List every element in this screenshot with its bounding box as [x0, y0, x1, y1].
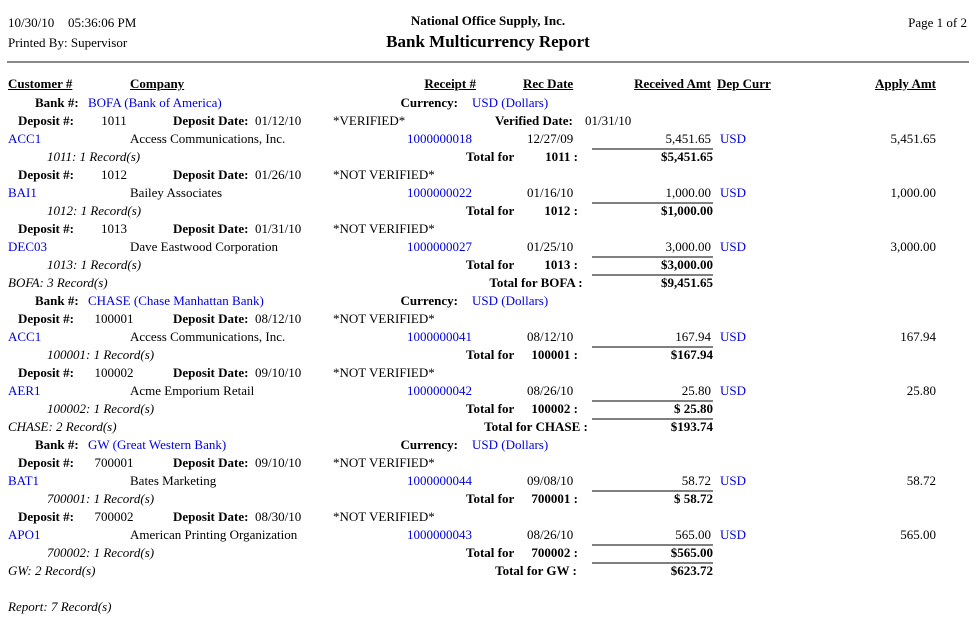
- col-header-company: Company: [130, 76, 185, 91]
- bank-total-row: [0, 418, 976, 436]
- deposit-number: 100002: [94, 365, 134, 380]
- deposit-number: 700002: [94, 509, 134, 524]
- dep-curr-link[interactable]: USD: [720, 131, 747, 146]
- total-for-label: Total for: [466, 203, 515, 218]
- customer-link[interactable]: BAT1: [8, 473, 40, 488]
- apply-amt: 25.80: [906, 383, 936, 398]
- total-for-label: Total for: [466, 401, 515, 416]
- rec-date: 08/26/10: [527, 383, 574, 398]
- deposit-total-row: [0, 346, 976, 364]
- deposit-total-row: [0, 544, 976, 562]
- receipt-link[interactable]: 1000000041: [407, 329, 472, 344]
- deposit-total-amount: $ 25.80: [674, 401, 713, 416]
- dep-curr-link[interactable]: USD: [720, 239, 747, 254]
- col-header-received-amt: Received Amt: [634, 76, 711, 91]
- company-name: Acme Emporium Retail: [130, 383, 255, 398]
- currency-link[interactable]: USD (Dollars): [472, 293, 549, 308]
- total-for-label: Total for: [466, 257, 515, 272]
- rec-date: 01/16/10: [527, 185, 574, 200]
- apply-amt: 5,451.65: [890, 131, 936, 146]
- bank-total-amount: $193.74: [670, 419, 713, 434]
- total-for-label: Total for: [466, 347, 515, 362]
- deposit-header-row: [0, 508, 976, 526]
- deposit-records: 1011: 1 Record(s): [47, 149, 141, 164]
- receipt-link[interactable]: 1000000044: [407, 473, 472, 488]
- bank-number-label: Bank #:: [35, 437, 79, 452]
- verify-status: *NOT VERIFIED*: [333, 509, 435, 524]
- verified-date: 01/31/10: [585, 113, 632, 128]
- bank-link[interactable]: GW (Great Western Bank): [88, 437, 227, 452]
- deposit-header-row: [0, 364, 976, 382]
- company-title: National Office Supply, Inc.: [410, 13, 566, 28]
- deposit-date: 09/10/10: [255, 455, 302, 470]
- received-amt: 167.94: [675, 329, 711, 344]
- receipt-link[interactable]: 1000000027: [407, 239, 472, 254]
- customer-link[interactable]: APO1: [8, 527, 41, 542]
- deposit-records: 100001: 1 Record(s): [47, 347, 155, 362]
- deposit-number-label: Deposit #:: [18, 311, 74, 326]
- company-name: American Printing Organization: [130, 527, 298, 542]
- deposit-total-row: [0, 400, 976, 418]
- customer-link[interactable]: ACC1: [8, 131, 42, 146]
- received-amt: 565.00: [675, 527, 711, 542]
- currency-link[interactable]: USD (Dollars): [472, 95, 549, 110]
- receipt-link[interactable]: 1000000042: [407, 383, 472, 398]
- bank-records: GW: 2 Record(s): [8, 563, 96, 578]
- deposit-total-amount: $1,000.00: [661, 203, 713, 218]
- deposit-total-amount: $5,451.65: [661, 149, 713, 164]
- col-header-receipt: Receipt #: [424, 76, 476, 91]
- dep-curr-link[interactable]: USD: [720, 473, 747, 488]
- customer-link[interactable]: DEC03: [8, 239, 47, 254]
- total-deposit-number: 1012 :: [544, 203, 578, 218]
- col-header-dep-curr: Dep Curr: [717, 76, 771, 91]
- apply-amt: 1,000.00: [890, 185, 936, 200]
- deposit-header-row: [0, 454, 976, 472]
- received-amt: 5,451.65: [665, 131, 711, 146]
- bank-total-amount: $623.72: [670, 563, 713, 578]
- receipt-link[interactable]: 1000000018: [407, 131, 472, 146]
- deposit-date: 08/30/10: [255, 509, 302, 524]
- bank-header-row: [0, 94, 976, 112]
- currency-label: Currency:: [400, 437, 458, 452]
- deposit-number-label: Deposit #:: [18, 113, 74, 128]
- company-name: Access Communications, Inc.: [130, 131, 286, 146]
- col-header-apply-amt: Apply Amt: [874, 76, 936, 91]
- company-name: Access Communications, Inc.: [130, 329, 286, 344]
- received-amt: 58.72: [681, 473, 711, 488]
- apply-amt: 565.00: [900, 527, 936, 542]
- deposit-number-label: Deposit #:: [18, 221, 74, 236]
- deposit-total-amount: $ 58.72: [674, 491, 713, 506]
- deposit-total-amount: $167.94: [670, 347, 713, 362]
- report-records: Report: 7 Record(s): [8, 599, 112, 614]
- received-amt: 25.80: [681, 383, 711, 398]
- verify-status: *NOT VERIFIED*: [333, 221, 435, 236]
- deposit-date-label: Deposit Date:: [173, 221, 249, 236]
- deposit-total-amount: $565.00: [670, 545, 713, 560]
- deposit-date-label: Deposit Date:: [173, 455, 249, 470]
- bank-link[interactable]: BOFA (Bank of America): [88, 95, 222, 110]
- deposit-number: 1012: [101, 167, 127, 182]
- verified-date-label: Verified Date:: [495, 113, 573, 128]
- col-header-customer: Customer #: [8, 76, 73, 91]
- receipt-detail-row: [0, 526, 976, 544]
- apply-amt: 3,000.00: [890, 239, 936, 254]
- bank-records: CHASE: 2 Record(s): [8, 419, 117, 434]
- bank-total-label: Total for GW :: [495, 563, 577, 578]
- deposit-number: 1013: [101, 221, 127, 236]
- bank-total-row: [0, 274, 976, 292]
- dep-curr-link[interactable]: USD: [720, 329, 747, 344]
- receipt-link[interactable]: 1000000043: [407, 527, 472, 542]
- dep-curr-link[interactable]: USD: [720, 527, 747, 542]
- deposit-number: 700001: [94, 455, 134, 470]
- receipt-detail-row: [0, 382, 976, 400]
- receipt-link[interactable]: 1000000022: [407, 185, 472, 200]
- deposit-date-label: Deposit Date:: [173, 113, 249, 128]
- deposit-number: 1011: [101, 113, 127, 128]
- deposit-date: 09/10/10: [255, 365, 302, 380]
- report-body: [0, 94, 976, 616]
- total-deposit-number: 700001 :: [531, 491, 578, 506]
- currency-label: Currency:: [400, 95, 458, 110]
- company-name: Bailey Associates: [130, 185, 223, 200]
- bank-total-amount: $9,451.65: [661, 275, 713, 290]
- deposit-number-label: Deposit #:: [18, 167, 74, 182]
- deposit-number-label: Deposit #:: [18, 509, 74, 524]
- verify-status: *VERIFIED*: [333, 113, 406, 128]
- report-summary-row: [0, 598, 976, 616]
- rec-date: 12/27/09: [527, 131, 574, 146]
- total-deposit-number: 1013 :: [544, 257, 578, 272]
- customer-link[interactable]: BAI1: [8, 185, 37, 200]
- deposit-records: 700002: 1 Record(s): [47, 545, 155, 560]
- total-deposit-number: 1011 :: [545, 149, 578, 164]
- deposit-date-label: Deposit Date:: [173, 509, 249, 524]
- rec-date: 01/25/10: [527, 239, 574, 254]
- company-name: Bates Marketing: [130, 473, 217, 488]
- receipt-detail-row: [0, 130, 976, 148]
- deposit-records: 100002: 1 Record(s): [47, 401, 155, 416]
- apply-amt: 58.72: [906, 473, 936, 488]
- verify-status: *NOT VERIFIED*: [333, 167, 435, 182]
- bank-total-label: Total for CHASE :: [484, 419, 588, 434]
- company-name: Dave Eastwood Corporation: [130, 239, 279, 254]
- dep-curr-link[interactable]: USD: [720, 185, 747, 200]
- deposit-date: 01/26/10: [255, 167, 302, 182]
- bank-records: BOFA: 3 Record(s): [8, 275, 108, 290]
- deposit-date: 01/12/10: [255, 113, 302, 128]
- receipt-detail-row: [0, 328, 976, 346]
- deposit-records: 1012: 1 Record(s): [47, 203, 142, 218]
- bank-link[interactable]: CHASE (Chase Manhattan Bank): [88, 293, 264, 308]
- received-amt: 3,000.00: [665, 239, 711, 254]
- currency-label: Currency:: [400, 293, 458, 308]
- deposit-header-row: [0, 166, 976, 184]
- deposit-number-label: Deposit #:: [18, 455, 74, 470]
- deposit-header-row: [0, 220, 976, 238]
- rec-date: 08/26/10: [527, 527, 574, 542]
- total-for-label: Total for: [466, 545, 515, 560]
- receipt-detail-row: [0, 238, 976, 256]
- deposit-total-row: [0, 202, 976, 220]
- currency-link[interactable]: USD (Dollars): [472, 437, 549, 452]
- bank-header-row: [0, 436, 976, 454]
- deposit-header-row: [0, 310, 976, 328]
- bank-header-row: [0, 292, 976, 310]
- deposit-header-row: [0, 112, 976, 130]
- report-title: Bank Multicurrency Report: [386, 32, 590, 51]
- verify-status: *NOT VERIFIED*: [333, 455, 435, 470]
- total-deposit-number: 100001 :: [531, 347, 578, 362]
- apply-amt: 167.94: [900, 329, 936, 344]
- deposit-date-label: Deposit Date:: [173, 167, 249, 182]
- bank-total-row: [0, 562, 976, 580]
- total-deposit-number: 100002 :: [531, 401, 578, 416]
- deposit-date: 01/31/10: [255, 221, 302, 236]
- deposit-total-row: [0, 148, 976, 166]
- verify-status: *NOT VERIFIED*: [333, 311, 435, 326]
- dep-curr-link[interactable]: USD: [720, 383, 747, 398]
- page-indicator: Page 1 of 2: [908, 15, 967, 30]
- total-deposit-number: 700002 :: [531, 545, 578, 560]
- customer-link[interactable]: ACC1: [8, 329, 42, 344]
- deposit-records: 1013: 1 Record(s): [47, 257, 142, 272]
- receipt-detail-row: [0, 184, 976, 202]
- print-date: 10/30/10: [8, 15, 55, 30]
- deposit-number-label: Deposit #:: [18, 365, 74, 380]
- verify-status: *NOT VERIFIED*: [333, 365, 435, 380]
- customer-link[interactable]: AER1: [8, 383, 41, 398]
- col-header-rec-date: Rec Date: [523, 76, 574, 91]
- bank-number-label: Bank #:: [35, 293, 79, 308]
- deposit-total-amount: $3,000.00: [661, 257, 713, 272]
- spacer-row: [0, 580, 976, 598]
- received-amt: 1,000.00: [665, 185, 711, 200]
- deposit-total-row: [0, 490, 976, 508]
- total-for-label: Total for: [466, 149, 515, 164]
- deposit-date-label: Deposit Date:: [173, 365, 249, 380]
- total-for-label: Total for: [466, 491, 515, 506]
- deposit-total-row: [0, 256, 976, 274]
- deposit-records: 700001: 1 Record(s): [47, 491, 155, 506]
- deposit-number: 100001: [94, 311, 134, 326]
- bank-number-label: Bank #:: [35, 95, 79, 110]
- printed-by: Printed By: Supervisor: [8, 35, 128, 50]
- deposit-date-label: Deposit Date:: [173, 311, 249, 326]
- bank-total-label: Total for BOFA :: [489, 275, 583, 290]
- header-rule: [7, 61, 969, 63]
- receipt-detail-row: [0, 472, 976, 490]
- rec-date: 09/08/10: [527, 473, 574, 488]
- rec-date: 08/12/10: [527, 329, 574, 344]
- deposit-date: 08/12/10: [255, 311, 302, 326]
- print-time: 05:36:06 PM: [68, 15, 137, 30]
